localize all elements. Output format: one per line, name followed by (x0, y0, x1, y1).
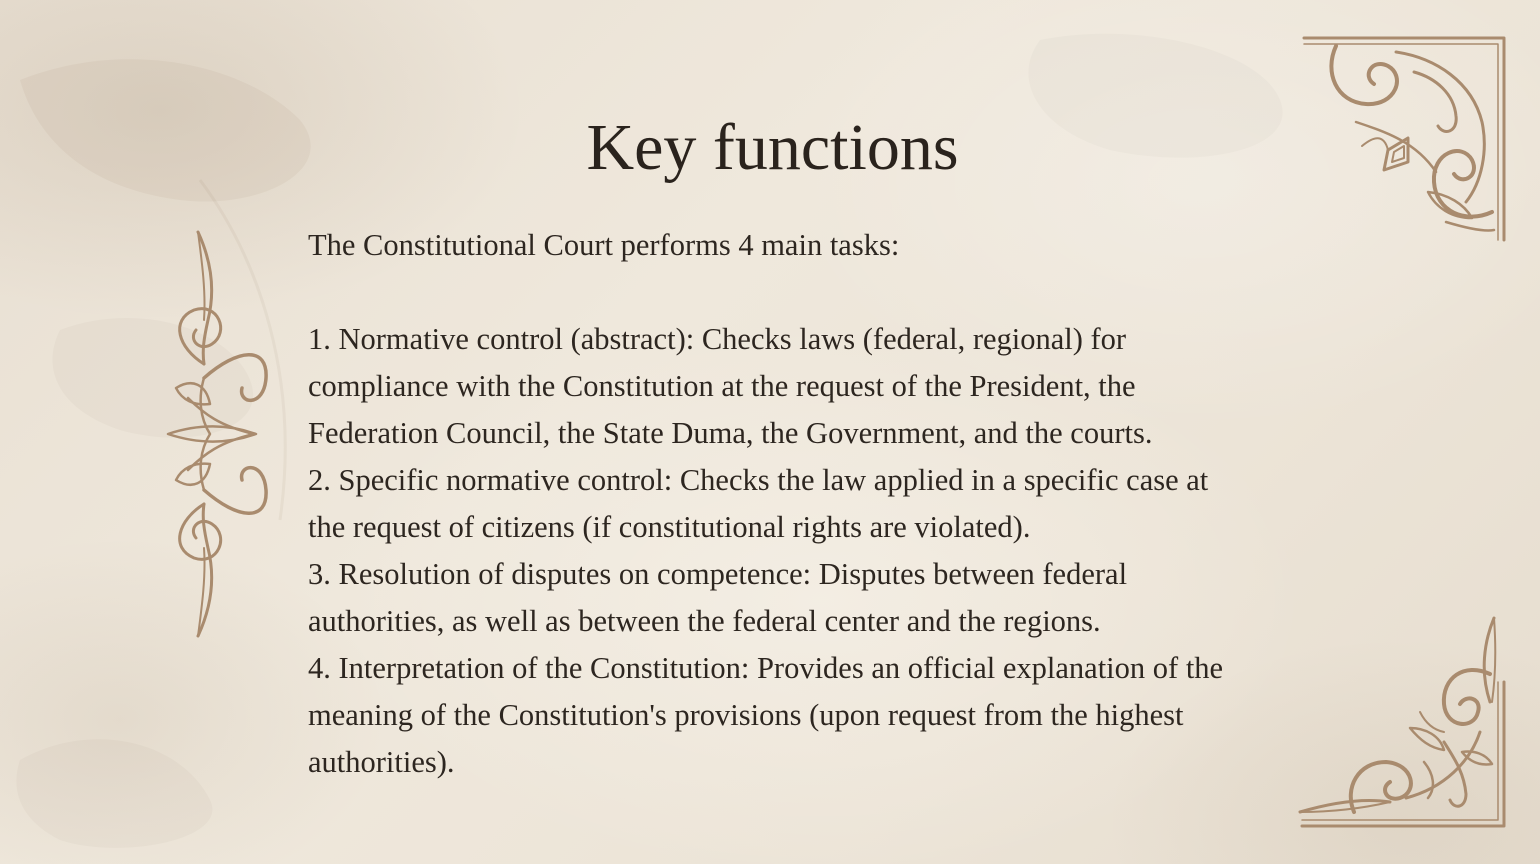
paragraph-gap (308, 269, 1368, 316)
body-line: 2. Specific normative control: Checks the law applied in a specific case at (308, 463, 1209, 497)
body-line: meaning of the Constitution's provisions (upon request from the highest (308, 698, 1184, 732)
body-line: 4. Interpretation of the Constitution: Provides an official explanation of the (308, 651, 1224, 685)
body-line: authorities, as well as between the federal center and the regions. (308, 604, 1101, 638)
left-flourish-icon (158, 228, 274, 640)
body-line: the request of citizens (if constitutional rights are violated). (308, 510, 1031, 544)
body-line: 3. Resolution of disputes on competence: Disputes between federal (308, 557, 1128, 591)
intro-line: The Constitutional Court performs 4 main tasks: (308, 228, 900, 262)
body-line: authorities). (308, 745, 455, 779)
body-line: Federation Council, the State Duma, the Government, and the courts. (308, 416, 1153, 450)
body-line: 1. Normative control (abstract): Checks laws (federal, regional) for (308, 322, 1127, 356)
slide-title: Key functions (586, 111, 959, 184)
body-text (308, 222, 1368, 786)
body-line: compliance with the Constitution at the request of the President, the (308, 369, 1136, 403)
